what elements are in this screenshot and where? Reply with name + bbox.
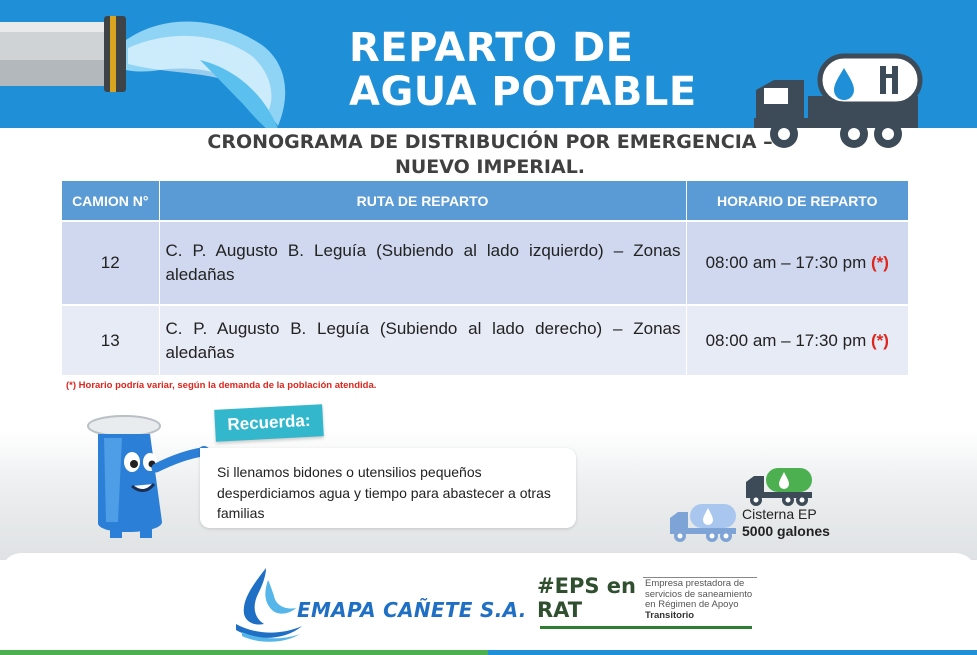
table-header-row	[62, 181, 908, 221]
eps-hashtag	[537, 574, 636, 622]
eps-description-strong: Transitorio	[645, 609, 695, 621]
schedule-note: (*) Horario podría variar, según la demanda de la población atendida.	[66, 380, 377, 391]
camion-number: 13	[62, 305, 159, 375]
emapa-company-name: EMAPA CAÑETE S.A.	[297, 598, 527, 622]
route-description: C. P. Augusto B. Leguía (Subiendo al lado derecho) – Zonas aledañas	[159, 305, 686, 375]
water-pipe-icon	[0, 0, 300, 128]
emapa-logo-icon	[234, 566, 304, 642]
column-header-horario: HORARIO DE REPARTO	[686, 181, 908, 221]
eps-underline	[540, 626, 752, 629]
eps-tag-line-2: RAT	[537, 598, 583, 622]
footer-accent-blue	[488, 650, 977, 655]
hours-text: 08:00 am – 17:30 pm	[705, 253, 867, 272]
distribution-schedule-table	[62, 181, 908, 375]
camion-number: 12	[62, 221, 159, 305]
eps-description	[645, 579, 763, 621]
subtitle-line-2: NUEVO IMPERIAL.	[394, 156, 586, 178]
variation-mark: (*)	[870, 253, 889, 272]
cistern-capacity: 5000 galones	[742, 523, 830, 539]
reminder-tag: Recuerda:	[214, 404, 324, 442]
variation-mark: (*)	[870, 330, 889, 350]
eps-tag-line-1: #EPS en	[537, 574, 636, 598]
cistern-label: Cisterna EP	[742, 506, 817, 522]
schedule-subtitle	[180, 130, 800, 180]
schedule-hours	[686, 305, 908, 375]
schedule-hours	[686, 221, 908, 305]
subtitle-line-1: CRONOGRAMA DE DISTRIBUCIÓN POR EMERGENCIA –	[207, 131, 773, 153]
title-line-2: AGUA POTABLE	[349, 69, 697, 115]
column-header-camion: CAMION N°	[62, 181, 159, 221]
footer-accent-green	[0, 650, 488, 655]
eps-description-text: Empresa prestadora de servicios de saneamiento en Régimen de Apoyo	[645, 578, 753, 610]
table-row	[62, 221, 908, 305]
reminder-text: Si llenamos bidones o utensilios pequeños desperdiciamos agua y tiempo para abastecer a otras familias	[217, 464, 551, 521]
column-header-ruta: RUTA DE REPARTO	[159, 181, 686, 221]
table-row	[62, 305, 908, 375]
hours-text: 08:00 am – 17:30 pm	[705, 330, 867, 350]
route-description: C. P. Augusto B. Leguía (Subiendo al lado izquierdo) – Zonas aledañas	[159, 221, 686, 305]
water-jug-mascot-icon	[82, 412, 212, 542]
page-title	[349, 26, 697, 114]
title-line-1: REPARTO DE	[349, 25, 634, 71]
